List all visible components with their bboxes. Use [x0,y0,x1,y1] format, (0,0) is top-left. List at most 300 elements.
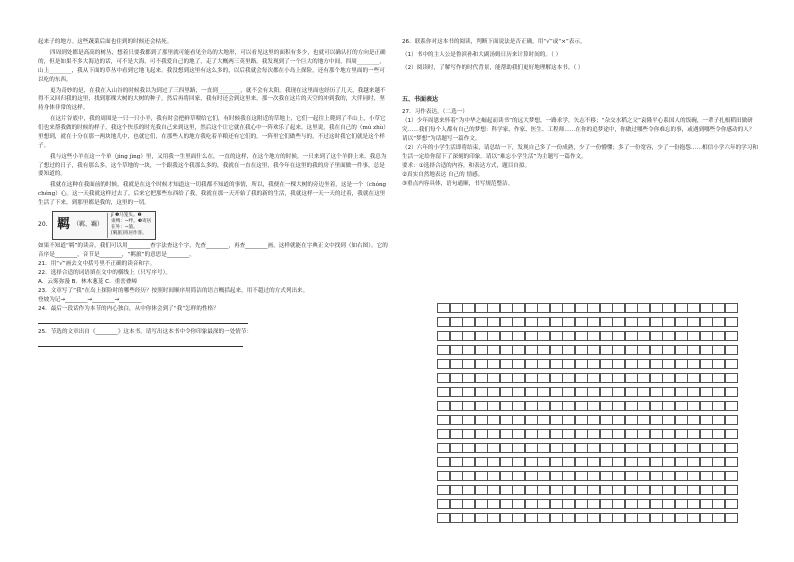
grid-cell[interactable] [650,429,663,439]
grid-cell[interactable] [612,331,625,341]
grid-cell[interactable] [550,373,563,383]
grid-cell[interactable] [500,317,513,327]
grid-cell[interactable] [587,401,600,411]
grid-cell[interactable] [487,443,500,453]
grid-cell[interactable] [437,499,450,509]
grid-cell[interactable] [462,317,475,327]
grid-cell[interactable] [712,499,725,509]
grid-cell[interactable] [637,317,650,327]
grid-cell[interactable] [600,359,613,369]
grid-cell[interactable] [600,331,613,341]
grid-cell[interactable] [525,485,538,495]
grid-cell[interactable] [637,345,650,355]
grid-cell[interactable] [500,443,513,453]
grid-cell[interactable] [662,387,675,397]
grid-cell[interactable] [700,485,713,495]
grid-cell[interactable] [562,471,575,481]
grid-cell[interactable] [587,317,600,327]
grid-cell[interactable] [687,415,700,425]
grid-cell[interactable] [462,387,475,397]
grid-cell[interactable] [637,359,650,369]
grid-cell[interactable] [725,485,738,495]
grid-cell[interactable] [550,429,563,439]
grid-cell[interactable] [587,429,600,439]
grid-cell[interactable] [712,401,725,411]
grid-cell[interactable] [600,373,613,383]
grid-cell[interactable] [550,331,563,341]
grid-cell[interactable] [537,359,550,369]
grid-cell[interactable] [500,471,513,481]
grid-cell[interactable] [525,471,538,481]
grid-cell[interactable] [500,303,513,313]
grid-cell[interactable] [662,513,675,523]
grid-cell[interactable] [662,499,675,509]
grid-cell[interactable] [600,429,613,439]
grid-cell[interactable] [512,387,525,397]
grid-cell[interactable] [525,401,538,411]
grid-cell[interactable] [662,471,675,481]
grid-cell[interactable] [500,373,513,383]
grid-cell[interactable] [625,443,638,453]
grid-cell[interactable] [487,499,500,509]
grid-cell[interactable] [487,345,500,355]
grid-cell[interactable] [600,457,613,467]
grid-cell[interactable] [687,457,700,467]
grid-cell[interactable] [587,331,600,341]
grid-cell[interactable] [637,443,650,453]
grid-cell[interactable] [587,415,600,425]
grid-cell[interactable] [700,415,713,425]
grid-cell[interactable] [512,359,525,369]
grid-cell[interactable] [587,373,600,383]
grid-cell[interactable] [450,513,463,523]
grid-cell[interactable] [600,471,613,481]
grid-cell[interactable] [662,373,675,383]
grid-cell[interactable] [575,345,588,355]
grid-cell[interactable] [512,457,525,467]
grid-cell[interactable] [725,471,738,481]
grid-cell[interactable] [537,303,550,313]
grid-cell[interactable] [600,401,613,411]
grid-cell[interactable] [712,387,725,397]
grid-cell[interactable] [437,373,450,383]
grid-cell[interactable] [612,317,625,327]
grid-cell[interactable] [600,387,613,397]
grid-cell[interactable] [650,345,663,355]
grid-cell[interactable] [437,471,450,481]
grid-cell[interactable] [712,359,725,369]
grid-cell[interactable] [625,471,638,481]
grid-cell[interactable] [450,485,463,495]
grid-cell[interactable] [662,401,675,411]
grid-cell[interactable] [550,471,563,481]
grid-cell[interactable] [587,303,600,313]
grid-cell[interactable] [450,359,463,369]
grid-cell[interactable] [537,387,550,397]
grid-cell[interactable] [650,317,663,327]
grid-cell[interactable] [575,415,588,425]
grid-cell[interactable] [612,303,625,313]
grid-cell[interactable] [662,331,675,341]
grid-cell[interactable] [650,331,663,341]
grid-cell[interactable] [662,359,675,369]
grid-cell[interactable] [650,415,663,425]
grid-cell[interactable] [687,345,700,355]
grid-cell[interactable] [575,457,588,467]
grid-cell[interactable] [475,387,488,397]
grid-cell[interactable] [500,401,513,411]
grid-cell[interactable] [587,387,600,397]
grid-cell[interactable] [437,429,450,439]
grid-cell[interactable] [562,513,575,523]
grid-cell[interactable] [525,443,538,453]
grid-cell[interactable] [687,485,700,495]
grid-cell[interactable] [637,303,650,313]
grid-cell[interactable] [637,429,650,439]
grid-cell[interactable] [562,359,575,369]
grid-cell[interactable] [487,415,500,425]
grid-cell[interactable] [512,401,525,411]
grid-cell[interactable] [475,345,488,355]
grid-cell[interactable] [525,331,538,341]
grid-cell[interactable] [500,359,513,369]
grid-cell[interactable] [662,443,675,453]
grid-cell[interactable] [475,415,488,425]
grid-cell[interactable] [575,401,588,411]
grid-cell[interactable] [437,387,450,397]
grid-cell[interactable] [662,317,675,327]
grid-cell[interactable] [575,513,588,523]
grid-cell[interactable] [437,401,450,411]
grid-cell[interactable] [525,359,538,369]
grid-cell[interactable] [650,499,663,509]
grid-cell[interactable] [587,359,600,369]
grid-cell[interactable] [525,415,538,425]
grid-cell[interactable] [462,513,475,523]
grid-cell[interactable] [625,457,638,467]
grid-cell[interactable] [450,331,463,341]
grid-cell[interactable] [625,317,638,327]
grid-cell[interactable] [662,457,675,467]
grid-cell[interactable] [487,513,500,523]
grid-cell[interactable] [675,429,688,439]
grid-cell[interactable] [712,443,725,453]
grid-cell[interactable] [725,415,738,425]
grid-cell[interactable] [637,457,650,467]
grid-cell[interactable] [487,429,500,439]
grid-cell[interactable] [550,485,563,495]
grid-cell[interactable] [475,401,488,411]
grid-cell[interactable] [675,499,688,509]
grid-cell[interactable] [437,415,450,425]
grid-cell[interactable] [725,359,738,369]
grid-cell[interactable] [625,373,638,383]
grid-cell[interactable] [662,429,675,439]
grid-cell[interactable] [437,331,450,341]
grid-cell[interactable] [512,513,525,523]
grid-cell[interactable] [712,429,725,439]
grid-cell[interactable] [525,345,538,355]
grid-cell[interactable] [625,415,638,425]
grid-cell[interactable] [475,359,488,369]
grid-cell[interactable] [625,331,638,341]
grid-cell[interactable] [687,443,700,453]
grid-cell[interactable] [687,513,700,523]
grid-cell[interactable] [725,401,738,411]
grid-cell[interactable] [612,359,625,369]
grid-cell[interactable] [525,317,538,327]
grid-cell[interactable] [637,499,650,509]
grid-cell[interactable] [462,457,475,467]
grid-cell[interactable] [712,471,725,481]
grid-cell[interactable] [475,317,488,327]
grid-cell[interactable] [500,387,513,397]
grid-cell[interactable] [662,415,675,425]
grid-cell[interactable] [487,457,500,467]
grid-cell[interactable] [500,499,513,509]
grid-cell[interactable] [662,303,675,313]
grid-cell[interactable] [675,331,688,341]
grid-cell[interactable] [512,471,525,481]
grid-cell[interactable] [487,387,500,397]
grid-cell[interactable] [600,317,613,327]
grid-cell[interactable] [562,387,575,397]
grid-cell[interactable] [612,513,625,523]
grid-cell[interactable] [512,373,525,383]
grid-cell[interactable] [450,429,463,439]
grid-cell[interactable] [650,303,663,313]
grid-cell[interactable] [700,359,713,369]
grid-cell[interactable] [587,457,600,467]
grid-cell[interactable] [550,359,563,369]
grid-cell[interactable] [562,331,575,341]
grid-cell[interactable] [675,359,688,369]
grid-cell[interactable] [612,415,625,425]
grid-cell[interactable] [612,457,625,467]
grid-cell[interactable] [575,373,588,383]
grid-cell[interactable] [475,513,488,523]
grid-cell[interactable] [562,429,575,439]
grid-cell[interactable] [437,303,450,313]
answer-line[interactable] [38,314,248,324]
grid-cell[interactable] [600,443,613,453]
grid-cell[interactable] [500,485,513,495]
grid-cell[interactable] [712,485,725,495]
grid-cell[interactable] [700,387,713,397]
grid-cell[interactable] [537,499,550,509]
grid-cell[interactable] [475,303,488,313]
grid-cell[interactable] [637,331,650,341]
essay-writing-grid[interactable] [437,303,757,524]
grid-cell[interactable] [712,303,725,313]
grid-cell[interactable] [587,513,600,523]
grid-cell[interactable] [475,443,488,453]
grid-cell[interactable] [462,415,475,425]
grid-cell[interactable] [687,401,700,411]
grid-cell[interactable] [575,317,588,327]
grid-cell[interactable] [700,303,713,313]
grid-cell[interactable] [675,373,688,383]
grid-cell[interactable] [725,387,738,397]
grid-cell[interactable] [475,499,488,509]
grid-cell[interactable] [550,317,563,327]
grid-cell[interactable] [675,513,688,523]
grid-cell[interactable] [462,485,475,495]
grid-cell[interactable] [650,387,663,397]
grid-cell[interactable] [637,373,650,383]
grid-cell[interactable] [500,345,513,355]
grid-cell[interactable] [587,345,600,355]
grid-cell[interactable] [562,499,575,509]
grid-cell[interactable] [687,387,700,397]
grid-cell[interactable] [512,331,525,341]
grid-cell[interactable] [462,499,475,509]
grid-cell[interactable] [462,359,475,369]
grid-cell[interactable] [675,317,688,327]
grid-cell[interactable] [612,373,625,383]
grid-cell[interactable] [725,303,738,313]
grid-cell[interactable] [650,443,663,453]
grid-cell[interactable] [450,387,463,397]
grid-cell[interactable] [650,471,663,481]
grid-cell[interactable] [512,415,525,425]
grid-cell[interactable] [487,317,500,327]
grid-cell[interactable] [587,485,600,495]
grid-cell[interactable] [525,303,538,313]
answer-line[interactable] [38,337,243,347]
grid-cell[interactable] [475,485,488,495]
grid-cell[interactable] [662,485,675,495]
grid-cell[interactable] [612,471,625,481]
grid-cell[interactable] [712,513,725,523]
grid-cell[interactable] [600,303,613,313]
grid-cell[interactable] [487,485,500,495]
grid-cell[interactable] [675,401,688,411]
grid-cell[interactable] [537,485,550,495]
grid-cell[interactable] [587,471,600,481]
grid-cell[interactable] [562,415,575,425]
grid-cell[interactable] [637,415,650,425]
grid-cell[interactable] [450,415,463,425]
grid-cell[interactable] [462,429,475,439]
grid-cell[interactable] [512,499,525,509]
grid-cell[interactable] [675,443,688,453]
grid-cell[interactable] [537,373,550,383]
grid-cell[interactable] [612,499,625,509]
grid-cell[interactable] [525,513,538,523]
grid-cell[interactable] [575,331,588,341]
grid-cell[interactable] [625,499,638,509]
grid-cell[interactable] [687,373,700,383]
grid-cell[interactable] [450,345,463,355]
grid-cell[interactable] [512,345,525,355]
grid-cell[interactable] [487,401,500,411]
grid-cell[interactable] [437,485,450,495]
grid-cell[interactable] [475,471,488,481]
grid-cell[interactable] [675,457,688,467]
grid-cell[interactable] [725,345,738,355]
grid-cell[interactable] [637,471,650,481]
grid-cell[interactable] [700,345,713,355]
grid-cell[interactable] [700,457,713,467]
grid-cell[interactable] [462,345,475,355]
grid-cell[interactable] [450,499,463,509]
grid-cell[interactable] [700,401,713,411]
grid-cell[interactable] [612,401,625,411]
grid-cell[interactable] [612,443,625,453]
grid-cell[interactable] [487,359,500,369]
grid-cell[interactable] [462,303,475,313]
grid-cell[interactable] [550,345,563,355]
grid-cell[interactable] [637,513,650,523]
grid-cell[interactable] [725,513,738,523]
grid-cell[interactable] [537,401,550,411]
grid-cell[interactable] [687,471,700,481]
grid-cell[interactable] [625,429,638,439]
grid-cell[interactable] [600,485,613,495]
grid-cell[interactable] [450,443,463,453]
grid-cell[interactable] [725,373,738,383]
grid-cell[interactable] [587,499,600,509]
grid-cell[interactable] [725,443,738,453]
grid-cell[interactable] [687,499,700,509]
grid-cell[interactable] [487,373,500,383]
grid-cell[interactable] [525,499,538,509]
grid-cell[interactable] [712,345,725,355]
grid-cell[interactable] [612,485,625,495]
grid-cell[interactable] [475,373,488,383]
grid-cell[interactable] [475,429,488,439]
grid-cell[interactable] [575,303,588,313]
grid-cell[interactable] [687,429,700,439]
grid-cell[interactable] [650,457,663,467]
grid-cell[interactable] [525,457,538,467]
grid-cell[interactable] [712,457,725,467]
grid-cell[interactable] [537,443,550,453]
grid-cell[interactable] [537,513,550,523]
grid-cell[interactable] [437,457,450,467]
grid-cell[interactable] [637,387,650,397]
grid-cell[interactable] [487,331,500,341]
grid-cell[interactable] [462,401,475,411]
grid-cell[interactable] [675,471,688,481]
grid-cell[interactable] [575,359,588,369]
grid-cell[interactable] [650,359,663,369]
grid-cell[interactable] [625,359,638,369]
grid-cell[interactable] [625,485,638,495]
grid-cell[interactable] [650,373,663,383]
grid-cell[interactable] [500,513,513,523]
grid-cell[interactable] [562,373,575,383]
grid-cell[interactable] [700,499,713,509]
grid-cell[interactable] [675,303,688,313]
grid-cell[interactable] [537,345,550,355]
grid-cell[interactable] [700,443,713,453]
grid-cell[interactable] [550,457,563,467]
grid-cell[interactable] [637,485,650,495]
grid-cell[interactable] [700,513,713,523]
grid-cell[interactable] [537,429,550,439]
grid-cell[interactable] [475,457,488,467]
grid-cell[interactable] [537,331,550,341]
grid-cell[interactable] [712,317,725,327]
grid-cell[interactable] [650,513,663,523]
grid-cell[interactable] [550,513,563,523]
grid-cell[interactable] [462,471,475,481]
grid-cell[interactable] [562,317,575,327]
grid-cell[interactable] [687,331,700,341]
grid-cell[interactable] [437,317,450,327]
